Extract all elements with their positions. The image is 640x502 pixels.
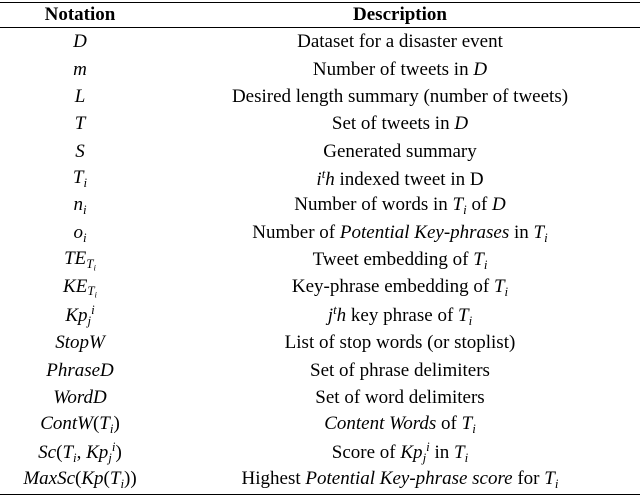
- notation-cell: [0, 138, 160, 165]
- table-row: [0, 28, 640, 56]
- description-cell: [160, 439, 640, 466]
- description-cell: [160, 28, 640, 56]
- description-cell: [160, 357, 640, 384]
- description-text: Number of words in $T_i$ of D: [294, 194, 506, 218]
- notation-cell: [0, 357, 160, 384]
- table-header-row: [0, 3, 640, 28]
- notation-symbol: D: [73, 31, 87, 53]
- description-cell: [160, 138, 640, 165]
- description-cell: [160, 192, 640, 219]
- notation-symbol: $ContW(T_i)$: [40, 413, 120, 437]
- description-cell: [160, 329, 640, 356]
- table-row: [0, 55, 640, 82]
- table-row: [0, 138, 640, 165]
- table-row: [0, 439, 640, 466]
- notation-symbol: m: [73, 58, 87, 80]
- table-row: [0, 302, 640, 329]
- description-cell: [160, 165, 640, 192]
- notation-symbol: $TE_{T_i}$: [64, 248, 96, 273]
- table-row: [0, 275, 640, 302]
- notation-cell: [0, 28, 160, 56]
- notation-symbol: $Sc(T_i$, $Kp_j^i$): [38, 438, 122, 465]
- table-row: [0, 411, 640, 438]
- notation-symbol: $Kp_j^i$: [65, 301, 95, 328]
- description-text: Score of $Kp_j^i$ in $T_i$: [331, 438, 469, 465]
- description-cell: [160, 220, 640, 247]
- notation-symbol: T: [74, 113, 86, 135]
- notation-cell: [0, 384, 160, 411]
- description-text: Desired length summary (number of tweets): [231, 85, 569, 107]
- notation-cell: [0, 439, 160, 466]
- notation-cell: [0, 220, 160, 247]
- notation-cell: [0, 110, 160, 137]
- description-text: Set of phrase delimiters: [310, 359, 490, 381]
- description-cell: [160, 55, 640, 82]
- notation-symbol: $T_i$: [72, 166, 88, 190]
- table-row: [0, 247, 640, 274]
- notation-symbol: $MaxSc(Kp(T_i))$: [23, 468, 137, 491]
- description-cell: [160, 247, 640, 274]
- table-row: [0, 384, 640, 411]
- notation-symbol: $n_i$: [73, 194, 87, 218]
- description-text: Content Words of $T_i$: [324, 413, 476, 437]
- description-text: Number of tweets in D: [312, 58, 488, 80]
- notation-cell: [0, 411, 160, 438]
- notation-symbol: StopW: [55, 332, 105, 354]
- notation-symbol: $KE_{T_i}$: [63, 275, 97, 301]
- description-cell: [160, 384, 640, 411]
- header-notation: Notation: [0, 3, 160, 28]
- notation-symbol: S: [75, 140, 85, 162]
- description-text: Tweet embedding of $T_i$: [312, 248, 488, 272]
- notation-cell: [0, 83, 160, 110]
- description-text: Key-phrase embedding of $T_i$: [291, 276, 509, 300]
- description-text: Highest Potential Key-phrase score for $T_i$: [241, 468, 559, 491]
- notation-cell: [0, 275, 160, 302]
- notation-cell: [0, 165, 160, 192]
- notation-symbol: PhraseD: [46, 359, 114, 381]
- description-cell: [160, 302, 640, 329]
- notation-symbol: L: [74, 85, 86, 107]
- table-row: [0, 466, 640, 494]
- description-text: Set of word delimiters: [315, 387, 485, 409]
- description-cell: [160, 275, 640, 302]
- description-text: List of stop words (or stoplist): [284, 332, 516, 354]
- description-text: Generated summary: [323, 140, 477, 162]
- table-row: [0, 110, 640, 137]
- description-text: Number of Potential Key-phrases in $T_i$: [252, 221, 548, 245]
- description-text: $i^th$ indexed tweet in D: [316, 166, 484, 191]
- table-row: [0, 83, 640, 110]
- table-row: [0, 165, 640, 192]
- description-cell: [160, 466, 640, 494]
- notation-cell: [0, 466, 160, 494]
- table-row: [0, 220, 640, 247]
- table-row: [0, 357, 640, 384]
- description-text: $j^th$ key phrase of $T_i$: [327, 301, 473, 328]
- notation-cell: [0, 247, 160, 274]
- table-row: [0, 329, 640, 356]
- notation-cell: [0, 192, 160, 219]
- notation-table: [0, 2, 640, 495]
- notation-symbol: $o_i$: [73, 221, 87, 245]
- notation-cell: [0, 329, 160, 356]
- description-cell: [160, 83, 640, 110]
- header-description: Description: [160, 3, 640, 28]
- description-cell: [160, 411, 640, 438]
- notation-symbol: WordD: [53, 387, 107, 409]
- notation-cell: [0, 55, 160, 82]
- description-cell: [160, 110, 640, 137]
- description-text: Set of tweets in D: [331, 113, 469, 135]
- description-text: Dataset for a disaster event: [297, 31, 503, 53]
- table-row: [0, 192, 640, 219]
- notation-cell: [0, 302, 160, 329]
